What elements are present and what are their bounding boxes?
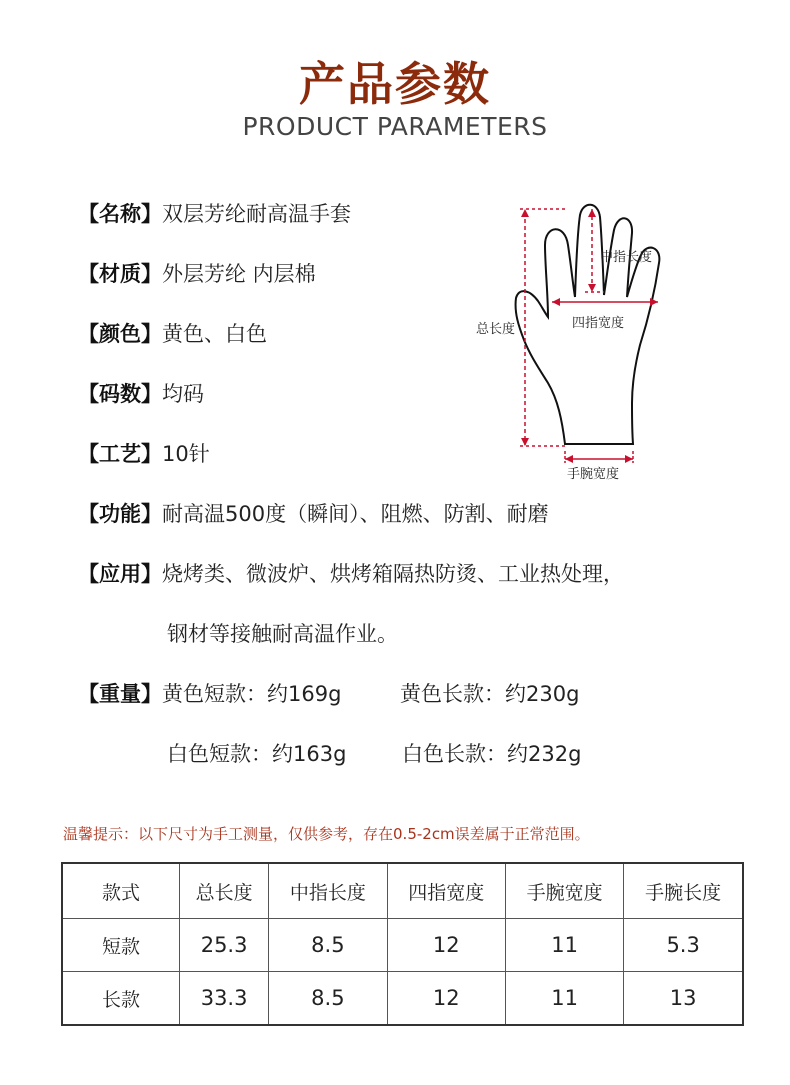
table-cell: 8.5	[269, 919, 387, 972]
table-cell: 11	[505, 919, 623, 972]
spec-value: 外层芳纶 内层棉	[162, 262, 316, 286]
four-finger-label: 四指宽度	[572, 316, 625, 331]
spec-label: 【功能】	[78, 502, 162, 526]
wrist-width-arrow	[565, 451, 633, 463]
table-cell: 25.3	[180, 919, 269, 972]
spec-label: 【码数】	[78, 382, 162, 406]
spec-value: 双层芳纶耐高温手套	[162, 202, 351, 226]
spec-weight-row	[78, 678, 341, 708]
spec-weight-white-long: 白色长款：约232g	[402, 742, 582, 766]
table-header-cell: 总长度	[180, 863, 269, 919]
page-subtitle: PRODUCT PARAMETERS	[242, 112, 548, 141]
table-cell: 5.3	[624, 919, 743, 972]
spec-material-row	[78, 258, 316, 288]
spec-color-row	[78, 318, 267, 348]
spec-label: 【名称】	[78, 202, 162, 226]
glove-diagram	[470, 195, 700, 495]
total-length-label: 总长度	[476, 322, 516, 337]
table-header-cell: 四指宽度	[387, 863, 505, 919]
spec-label: 【颜色】	[78, 322, 162, 346]
spec-label: 【应用】	[78, 562, 162, 586]
spec-value: 10针	[162, 442, 210, 466]
size-table	[61, 862, 744, 1026]
spec-function-row	[78, 498, 549, 528]
spec-craft-row	[78, 438, 210, 468]
table-cell: 12	[387, 919, 505, 972]
page-title: 产品参数	[299, 57, 491, 111]
spec-value: 黄色、白色	[162, 322, 267, 346]
table-cell: 短款	[62, 919, 180, 972]
table-row	[62, 972, 743, 1026]
spec-application-row	[78, 558, 624, 588]
spec-name-row	[78, 198, 351, 228]
table-header-cell: 手腕宽度	[505, 863, 623, 919]
table-cell: 8.5	[269, 972, 387, 1026]
table-cell: 长款	[62, 972, 180, 1026]
spec-weight-white-short: 白色短款：约163g	[167, 742, 347, 766]
spec-label: 【重量】	[78, 682, 162, 706]
spec-label: 【材质】	[78, 262, 162, 286]
table-cell: 33.3	[180, 972, 269, 1026]
table-header-row	[62, 863, 743, 919]
table-cell: 13	[624, 972, 743, 1026]
measurement-note: 温馨提示：以下尺寸为手工测量，仅供参考，存在0.5-2cm误差属于正常范围。	[63, 825, 590, 843]
spec-label: 【工艺】	[78, 442, 162, 466]
spec-value: 均码	[162, 382, 204, 406]
spec-value: 烧烤类、微波炉、烘烤箱隔热防烫、工业热处理，	[162, 562, 624, 586]
table-header-cell: 中指长度	[269, 863, 387, 919]
table-header-cell: 款式	[62, 863, 180, 919]
spec-value: 黄色短款：约169g	[162, 682, 342, 706]
spec-application-continuation: 钢材等接触耐高温作业。	[167, 622, 398, 646]
spec-size-row	[78, 378, 204, 408]
table-header-cell: 手腕长度	[624, 863, 743, 919]
table-cell: 12	[387, 972, 505, 1026]
middle-finger-label: 中指长度	[600, 250, 653, 265]
table-row	[62, 919, 743, 972]
table-cell: 11	[505, 972, 623, 1026]
spec-value: 耐高温500度（瞬间）、阻燃、防割、耐磨	[162, 502, 549, 526]
spec-weight-yellow-long: 黄色长款：约230g	[400, 682, 580, 706]
wrist-width-label: 手腕宽度	[567, 467, 620, 482]
